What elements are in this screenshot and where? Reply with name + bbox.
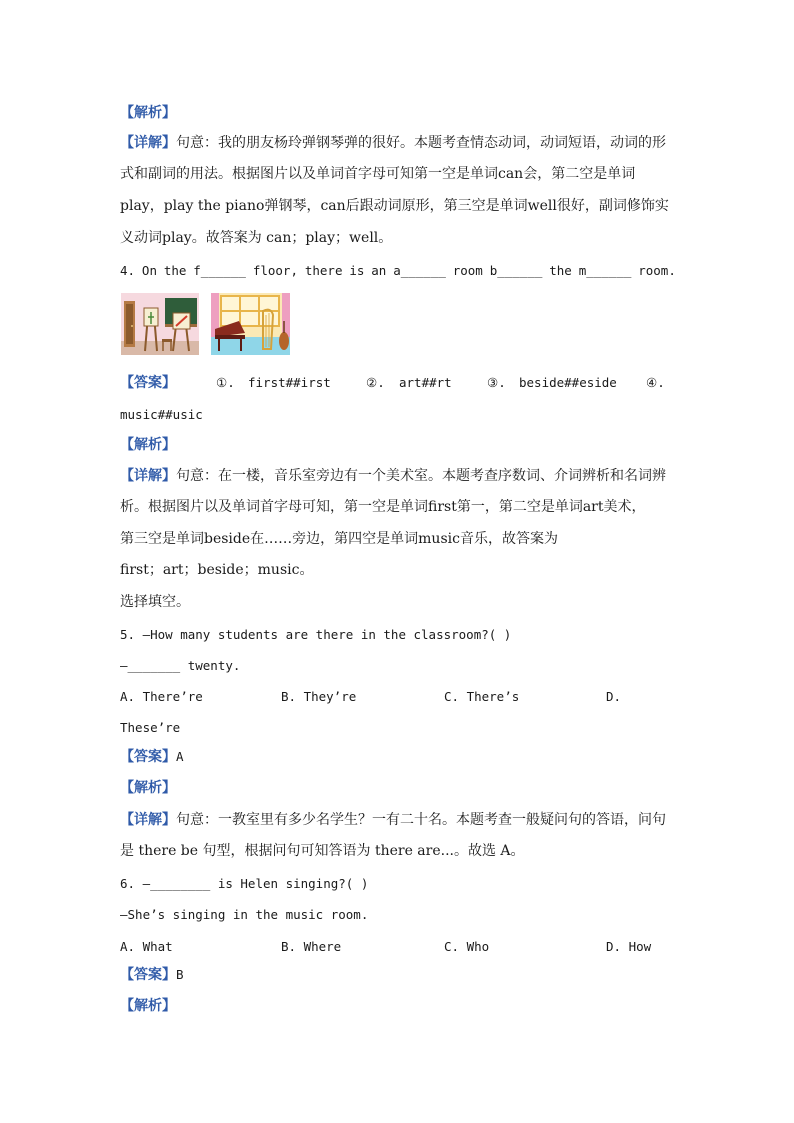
answer-line: 【答案】 ①. first##irst ②. art##rt ③. beside##eside ④. xyxy=(120,375,665,391)
detail-line: 【详解】句意：在一楼，音乐室旁边有一个美术室。本题考查序数词、介词辨析和名词辨 xyxy=(120,468,666,484)
answer-label: 【答案】 xyxy=(120,967,176,983)
detail-line: play，play the piano弹钢琴，can后跟动词原形，第三空是单词well很好，副词修饰实 xyxy=(120,198,669,214)
question-4: 4. On the f______ floor, there is an a______ room b______ the m______ room. xyxy=(120,263,676,278)
music-room-picture xyxy=(211,293,290,355)
detail-label: 【详解】 xyxy=(120,468,176,484)
answer-line: 【答案】A xyxy=(120,749,184,765)
detail-line: 式和副词的用法。根据图片以及单词首字母可知第一空是单词can会，第二空是单词 xyxy=(120,166,636,182)
question-6: 6. —________ is Helen singing?( ) xyxy=(120,876,369,891)
section-note: 选择填空。 xyxy=(120,594,190,610)
question-5-reply: —_______ twenty. xyxy=(120,658,241,673)
question-5: 5. —How many students are there in the classroom?( ) xyxy=(120,627,512,642)
analysis-heading: 【解析】 xyxy=(120,105,176,121)
answer-label: 【答案】 xyxy=(120,749,176,765)
option-c: C. There’s xyxy=(444,689,520,704)
detail-line: 【详解】句意：我的朋友杨玲弹钢琴弹的很好。本题考查情态动词，动词短语，动词的形 xyxy=(120,135,666,151)
option-d-wrap: These’re xyxy=(120,720,181,735)
detail-line: 是 there be 句型，根据问句可知答语为 there are...。故选 A。 xyxy=(120,843,525,859)
analysis-heading: 【解析】 xyxy=(120,998,176,1014)
question-6-reply: —She’s singing in the music room. xyxy=(120,907,369,922)
art-room-picture xyxy=(121,293,199,355)
option-d: D. xyxy=(606,689,622,704)
answer-label: 【答案】 xyxy=(120,375,176,391)
detail-label: 【详解】 xyxy=(120,135,176,151)
answer-line: 【答案】B xyxy=(120,967,184,983)
option-d: D. How xyxy=(606,939,652,954)
question-6-options xyxy=(120,938,676,956)
detail-line: 第三空是单词beside在……旁边，第四空是单词music音乐，故答案为 xyxy=(120,531,558,547)
analysis-heading: 【解析】 xyxy=(120,780,176,796)
analysis-heading: 【解析】 xyxy=(120,437,176,453)
question-5-options xyxy=(120,688,676,706)
answer-line-wrap: music##usic xyxy=(120,407,203,422)
detail-label: 【详解】 xyxy=(120,812,176,828)
detail-line: first；art；beside；music。 xyxy=(120,562,314,578)
detail-line: 析。根据图片以及单词首字母可知，第一空是单词first第一，第二空是单词art美术， xyxy=(120,499,646,515)
detail-line: 【详解】句意：一教室里有多少名学生？一有二十名。本题考查一般疑问句的答语，问句 xyxy=(120,812,666,828)
detail-line: 义动词play。故答案为 can；play；well。 xyxy=(120,230,393,246)
option-b: B. They’re xyxy=(281,689,357,704)
option-c: C. Who xyxy=(444,939,490,954)
option-a: A. What xyxy=(120,939,173,954)
option-a: A. There’re xyxy=(120,689,203,704)
option-b: B. Where xyxy=(281,939,342,954)
